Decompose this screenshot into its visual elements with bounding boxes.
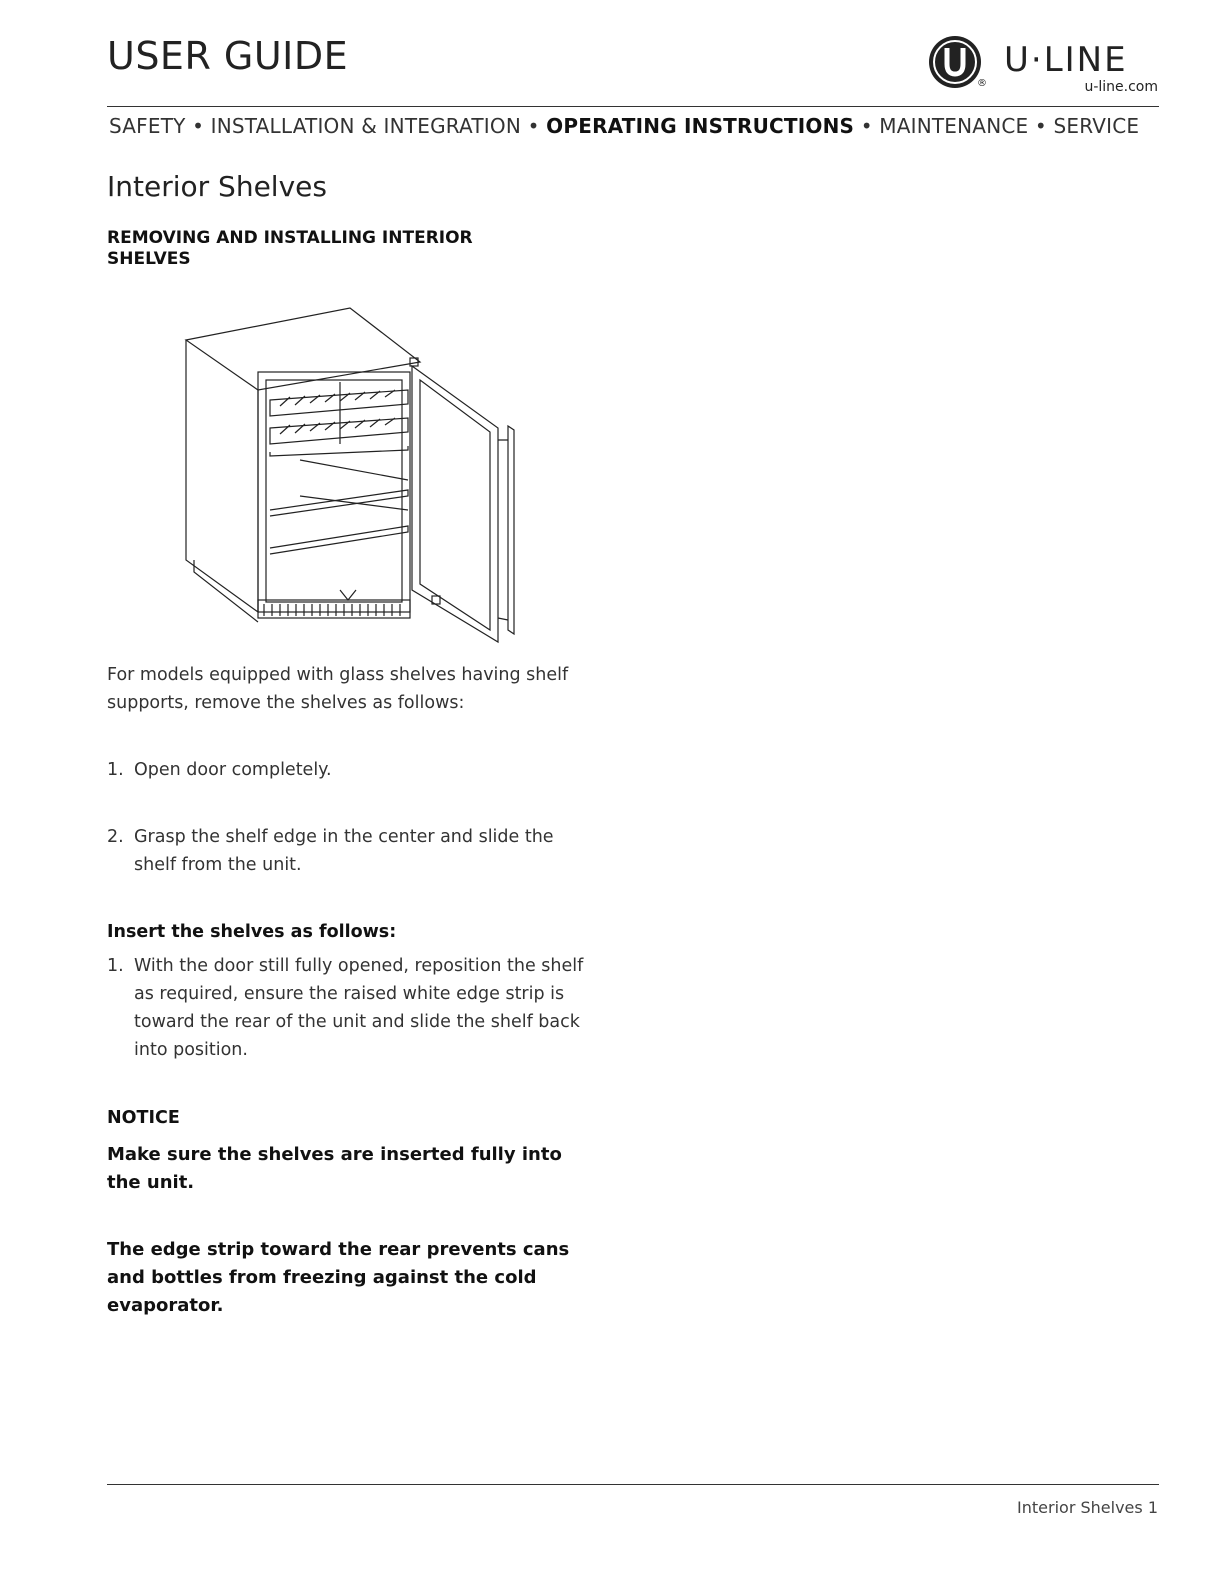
nav-separator: • xyxy=(521,114,547,138)
brand-url[interactable]: u-line.com xyxy=(1084,79,1158,95)
step-number: 1. xyxy=(107,760,124,780)
nav-separator: • xyxy=(854,114,880,138)
refrigerator-illustration xyxy=(180,300,540,650)
registered-mark: ® xyxy=(977,78,987,89)
document-title: USER GUIDE xyxy=(107,34,349,78)
insert-heading: Insert the shelves as follows: xyxy=(107,922,397,942)
header-divider xyxy=(107,106,1159,107)
notice-text-2: The edge strip toward the rear prevents cans and bottles from freezing against the cold evaporator. xyxy=(107,1239,570,1316)
nav-item-safety[interactable]: SAFETY xyxy=(109,114,186,138)
brand-wordmark: U·LINE xyxy=(1004,40,1128,80)
nav-separator: • xyxy=(1028,114,1054,138)
step-text: Grasp the shelf edge in the center and slide the shelf from the unit. xyxy=(134,827,554,875)
step-number: 2. xyxy=(107,827,124,847)
nav-item-maintenance[interactable]: MAINTENANCE xyxy=(879,114,1029,138)
nav-separator: • xyxy=(185,114,211,138)
nav-item-operating-active[interactable]: OPERATING INSTRUCTIONS xyxy=(546,114,855,138)
section-title: Interior Shelves xyxy=(107,170,327,203)
section-nav xyxy=(109,114,1139,138)
notice-text-1: Make sure the shelves are inserted fully into the unit. xyxy=(107,1144,562,1193)
intro-paragraph: For models equipped with glass shelves having shelf supports, remove the shelves as follows: xyxy=(107,665,569,713)
footer-divider xyxy=(107,1484,1159,1485)
step-text: With the door still fully opened, reposition the shelf as required, ensure the raised white edge strip is toward the rear of the unit and slide the shelf back into position. xyxy=(134,956,584,1060)
page-label: Interior Shelves 1 xyxy=(1017,1498,1158,1517)
nav-item-installation[interactable]: INSTALLATION & INTEGRATION xyxy=(210,114,522,138)
step-text: Open door completely. xyxy=(134,760,332,780)
step-number: 1. xyxy=(107,956,124,976)
notice-label: NOTICE xyxy=(107,1108,180,1128)
subheading: REMOVING AND INSTALLING INTERIOR SHELVES xyxy=(107,228,473,269)
nav-item-service[interactable]: SERVICE xyxy=(1053,114,1140,138)
